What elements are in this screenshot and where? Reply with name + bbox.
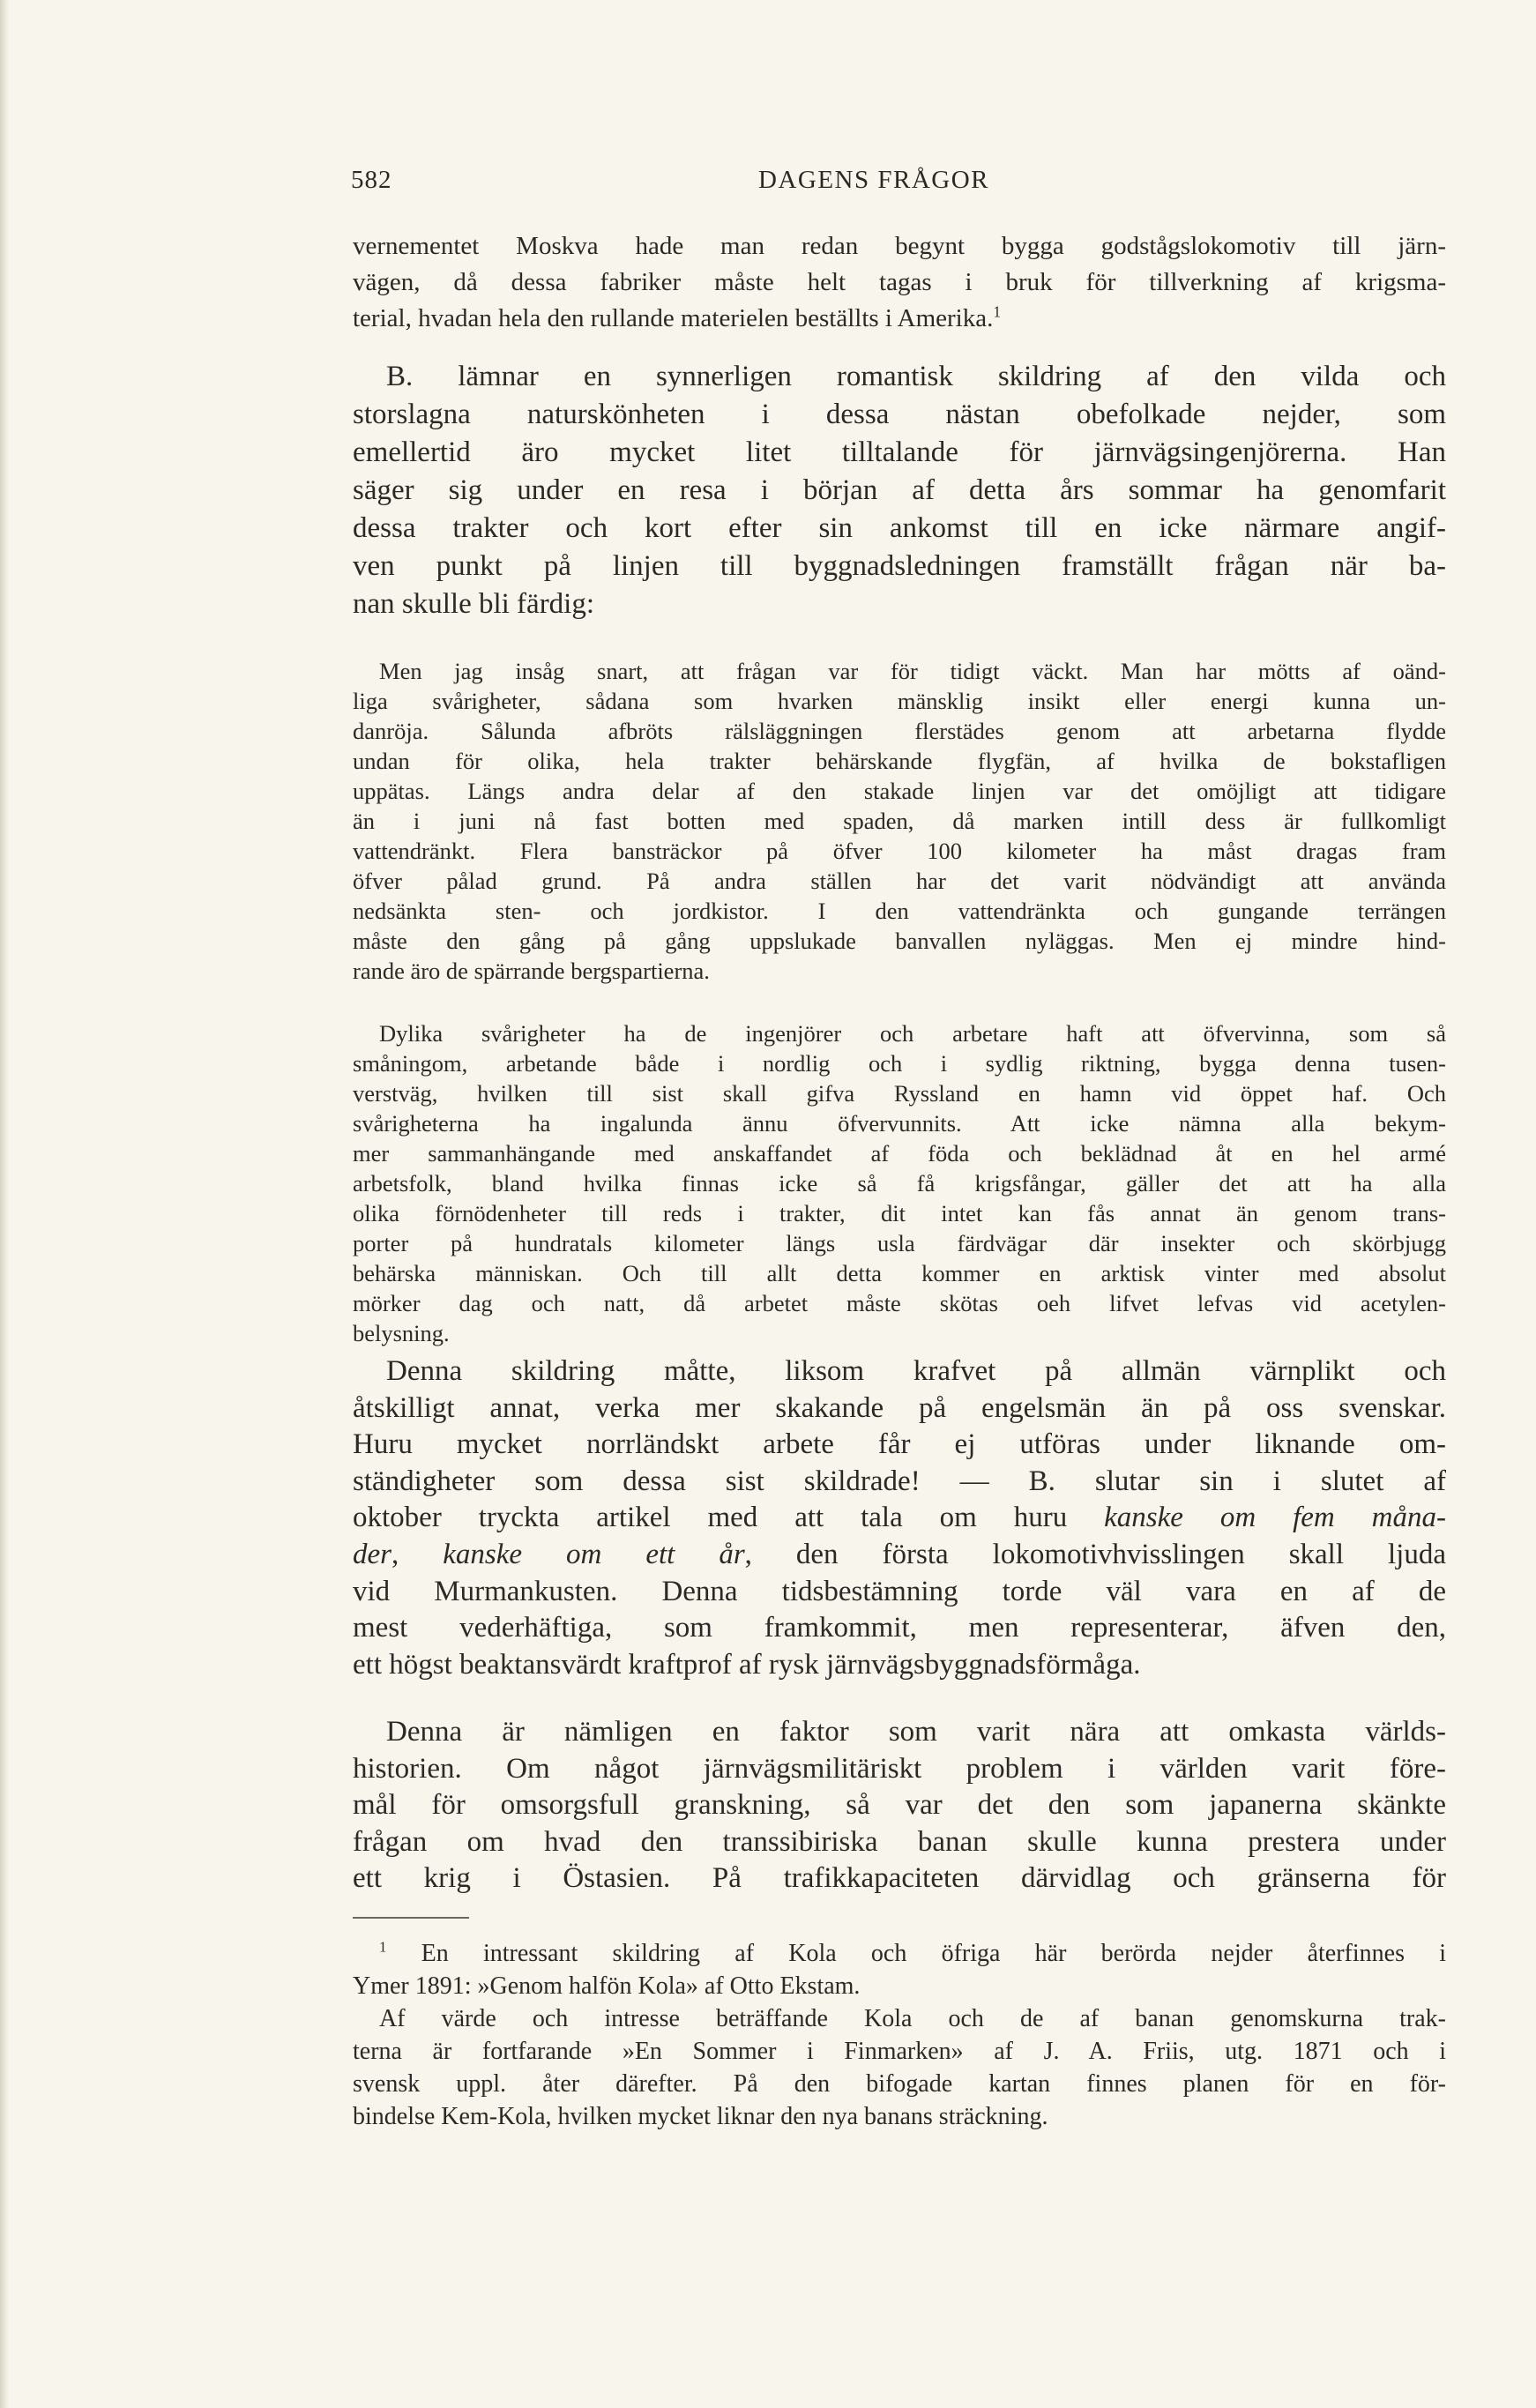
text-line: rande äro de spärrande bergspartierna. (353, 958, 710, 984)
text-line: ett högst beaktansvärdt kraftprof af rysk järnvägsbyggnadsförmåga. (353, 1648, 1141, 1681)
text-line: nedsänkta sten- och jordkistor. I den vattendränkta och gungande terrängen (353, 898, 1446, 924)
text-segment: En intressant skildring af Kola och öfriga här berörda nejder återfinnes i (386, 1940, 1446, 1967)
text-line: än i juni nå fast botten med spaden, då marken intill dess är fullkomligt (353, 808, 1446, 834)
running-title: DAGENS FRÅGOR (758, 166, 990, 194)
text-line: ven punkt på linjen till byggnadsledningen framställt frågan när ba- (353, 550, 1446, 582)
text-line: B. lämnar en synnerligen romantisk skildring af den vilda och (386, 361, 1446, 392)
text-line: dessa trakter och kort efter sin ankomst till en icke närmare angif- (353, 512, 1446, 544)
text-line: Men jag insåg snart, att frågan var för tidigt väckt. Man har mötts af oänd- (379, 658, 1446, 684)
text-line: vid Murmankusten. Denna tidsbestämning torde väl vara en af de (353, 1575, 1446, 1607)
text-line: Af värde och intresse beträffande Kola och de af banan genomskurna trak- (379, 2005, 1446, 2032)
text-line (353, 1500, 1446, 1537)
text-line (353, 1537, 1446, 1574)
block-quote-2 (353, 1018, 1446, 1348)
text-line: liga svårigheter, sådana som hvarken mänsklig insikt eller energi kunna un- (353, 688, 1446, 714)
paragraph-denna-ar (353, 1714, 1446, 1897)
text-line (353, 301, 1446, 337)
footnote-rule (353, 1917, 469, 1919)
text-line: historien. Om något järnvägsmilitäriskt problem i världen varit före- (353, 1752, 1446, 1785)
italic-text: kanske om fem måna- (1104, 1502, 1446, 1534)
text-line (353, 1937, 1446, 1970)
text-line: småningom, arbetande både i nordlig och i sydlig riktning, bygga denna tusen- (353, 1050, 1446, 1077)
paragraph-romantic-description (353, 358, 1446, 623)
text-line: porter på hundratals kilometer längs usla färdvägar där insekter och skörbjugg (353, 1230, 1446, 1256)
text-line: Denna skildring måtte, liksom krafvet på allmän värnplikt och (386, 1355, 1446, 1387)
italic-text: kanske om ett år (443, 1538, 745, 1570)
footnote-marker: 1 (379, 1938, 387, 1956)
text-line: svårigheterna ha ingalunda ännu öfvervunnits. Att icke nämna alla bekym- (353, 1110, 1446, 1137)
text-line: mörker dag och natt, då arbetet måste skötas oeh lifvet lefvas vid acetylen- (353, 1290, 1446, 1316)
text-segment: , (391, 1538, 444, 1570)
text-line: mål för omsorgsfull granskning, så var det den som japanerna skänkte (353, 1789, 1446, 1822)
text-segment: , den första lokomotivhvisslingen skall ljuda (744, 1538, 1446, 1570)
text-line: storslagna naturskönheten i dessa nästan obefolkade nejder, som (353, 399, 1446, 430)
italic-text: der (353, 1538, 391, 1570)
page-edge-shadow (0, 0, 9, 2408)
text-line: danröja. Sålunda afbröts rälsläggningen flerstädes genom att arbetarna flydde (353, 718, 1446, 744)
text-line: ett krig i Östasien. På trafikkapaciteten därvidlag och gränserna för (353, 1862, 1446, 1895)
page-number: 582 (351, 166, 392, 194)
paragraph-continuation (353, 228, 1446, 337)
paragraph-denna-skildring (353, 1353, 1446, 1683)
text-line: säger sig under en resa i början af detta års sommar ha genomfarit (353, 474, 1446, 506)
text-line: emellertid äro mycket litet tilltalande för järnvägsingenjörerna. Han (353, 436, 1446, 468)
text-line: Ymer 1891: »Genom halfön Kola» af Otto Ekstam. (353, 1972, 861, 2000)
footnotes (353, 1937, 1446, 2133)
text-line: måste den gång på gång uppslukade banvallen nyläggas. Men ej mindre hind- (353, 928, 1446, 954)
text-line: uppätas. Längs andra delar af den stakade linjen var det omöjligt att tidigare (353, 778, 1446, 804)
text-line: öfver pålad grund. På andra ställen har det varit nödvändigt att använda (353, 868, 1446, 894)
text-segment: oktober tryckta artikel med att tala om huru (353, 1502, 1105, 1534)
text-line: olika förnödenheter till reds i trakter, dit intet kan fås annat än genom trans- (353, 1200, 1446, 1226)
text-line: mest vederhäftiga, som framkommit, men representerar, äfven den, (353, 1612, 1446, 1644)
text-line: Huru mycket norrländskt arbete får ej utföras under liknande om- (353, 1428, 1446, 1461)
text-line: åtskilligt annat, verka mer skakande på engelsmän än på oss svenskar. (353, 1391, 1446, 1424)
text-line: mer sammanhängande med anskaffandet af föda och beklädnad åt en hel armé (353, 1140, 1446, 1167)
text-line: Denna är nämligen en faktor som varit nära att omkasta världs- (386, 1716, 1446, 1748)
text-line: nan skulle bli färdig: (353, 588, 595, 620)
text-line: ständigheter som dessa sist skildrade! — B. slutar sin i slutet af (353, 1465, 1446, 1497)
text-line: frågan om hvad den transsibiriska banan skulle kunna prestera under (353, 1825, 1446, 1858)
text-line: belysning. (353, 1320, 450, 1346)
text-line: undan för olika, hela trakter behärskande flygfän, af hvilka de bokstafligen (353, 748, 1446, 774)
block-quote-1 (353, 656, 1446, 986)
text-line: behärska människan. Och till allt detta kommer en arktisk vinter med absolut (353, 1260, 1446, 1286)
footnote-marker: 1 (993, 302, 1002, 321)
text-line: vattendränkt. Flera bansträckor på öfver 100 kilometer ha måst dragas fram (353, 838, 1446, 864)
text-line: svensk uppl. åter därefter. På den bifogade kartan finnes planen för en för- (353, 2070, 1446, 2098)
text-line: verstväg, hvilken till sist skall gifva Ryssland en hamn vid öppet haf. Och (353, 1080, 1446, 1107)
text-line: vägen, då dessa fabriker måste helt tagas i bruk för tillverkning af krigsma- (353, 268, 1446, 296)
text-line: arbetsfolk, bland hvilka finnas icke så få krigsfångar, gäller det att ha alla (353, 1170, 1446, 1197)
text-line: terna är fortfarande »En Sommer i Finmarken» af J. A. Friis, utg. 1871 och i (353, 2038, 1446, 2065)
text-segment: terial, hvadan hela den rullande materielen beställts i Amerika. (353, 304, 994, 332)
text-line: bindelse Kem-Kola, hvilken mycket liknar den nya banans sträckning. (353, 2103, 1048, 2130)
text-line: vernementet Moskva hade man redan begynt bygga godstågslokomotiv till järn- (353, 232, 1446, 260)
text-line: Dylika svårigheter ha de ingenjörer och arbetare haft att öfvervinna, som så (379, 1020, 1446, 1047)
